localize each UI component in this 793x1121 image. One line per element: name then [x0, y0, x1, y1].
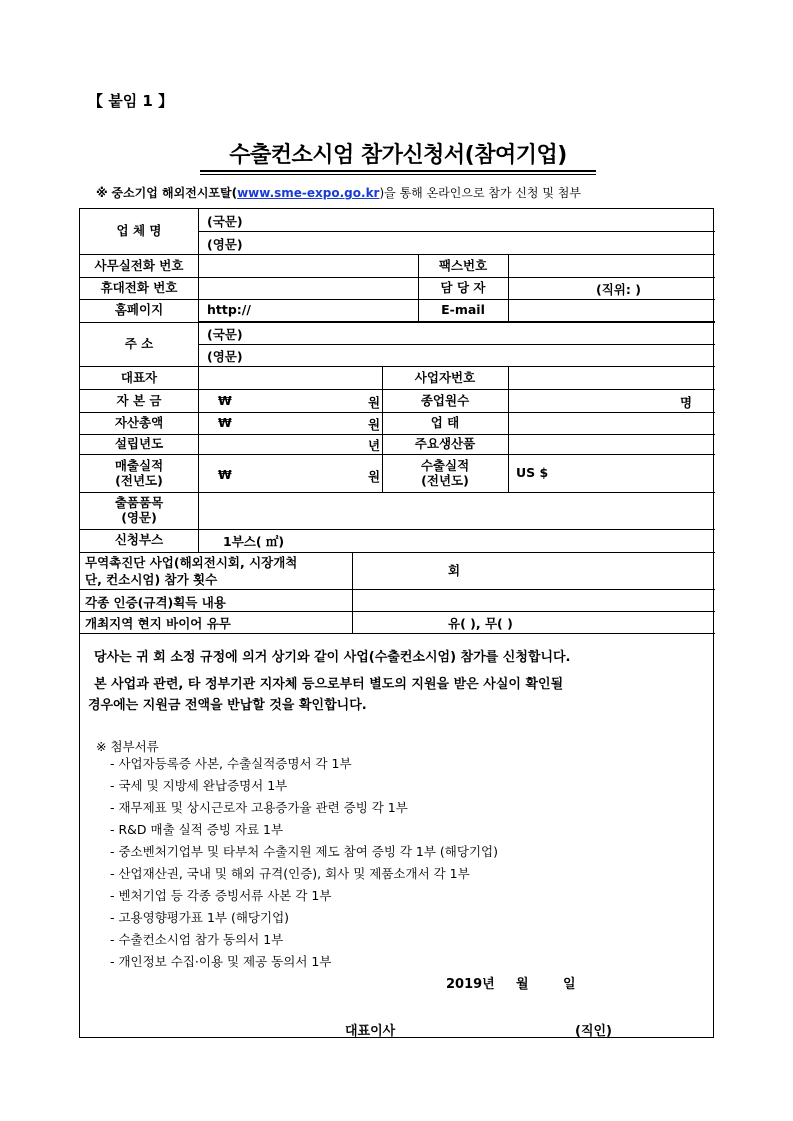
assets-won-symbol: ₩ — [218, 415, 232, 430]
export-label-line2: (전년도) — [421, 473, 469, 488]
exhibit-items-label-line2: (영문) — [121, 510, 157, 525]
address-label: 주 소 — [124, 336, 154, 351]
booth-label: 신청부스 — [114, 532, 164, 547]
attachment-item: - 사업자등록증 사본, 수출실적증명서 각 1부 — [110, 756, 352, 771]
korean-tag: (국문) — [207, 214, 243, 229]
manager-label: 담 당 자 — [440, 280, 486, 295]
capital-won-unit: 원 — [368, 395, 381, 410]
exhibit-items-label — [80, 495, 198, 525]
title-underline-thin — [200, 174, 596, 175]
attachment-item: - 개인정보 수집·이용 및 제공 동의서 1부 — [110, 954, 332, 969]
year-unit: 년 — [368, 438, 381, 453]
ceo-label: 대표자 — [120, 370, 158, 385]
date-month: 월 — [516, 977, 529, 992]
attachment-item: - 수출컨소시엄 참가 동의서 1부 — [110, 932, 284, 947]
export-label-line1: 수출실적 — [420, 458, 470, 473]
address-english-tag: (영문) — [207, 349, 243, 364]
sales-label-line1: 매출실적 — [114, 458, 164, 473]
booth-value: 1부스( ㎡) — [223, 534, 285, 549]
usd-symbol: US $ — [516, 465, 549, 480]
company-name-label: 업 체 명 — [116, 223, 162, 238]
title-underline — [200, 170, 596, 172]
attachment-item: - 중소벤처기업부 및 타부처 수출지원 제도 참여 증빙 각 1부 (해당기업) — [110, 844, 498, 859]
fax-label: 팩스번호 — [438, 258, 488, 273]
declaration-line1: 당사는 귀 회 소정 규정에 의거 상기와 같이 사업(수출컨소시엄) 참가를 신청합니다. — [94, 650, 571, 665]
attachment-item: - R&D 매출 실적 증빙 자료 1부 — [110, 822, 284, 837]
application-form — [79, 208, 714, 1038]
date-day: 일 — [563, 977, 576, 992]
homepage-value: http:// — [207, 302, 251, 317]
attachment-item: - 산업재산권, 국내 및 해외 규격(인증), 회사 및 제품소개서 각 1부 — [110, 866, 470, 881]
declaration-line3: 경우에는 지원금 전액을 반납할 것을 확인합니다. — [88, 698, 367, 713]
person-unit: 명 — [680, 395, 693, 410]
attachment-item: - 국세 및 지방세 완납증명서 1부 — [110, 778, 288, 793]
times-unit: 회 — [448, 563, 461, 578]
notice-mark: ※ — [96, 186, 108, 200]
attachments-heading: ※ 첨부서류 — [96, 739, 159, 754]
trade-mission-label — [85, 554, 297, 588]
assets-won-unit: 원 — [368, 417, 381, 432]
date-year: 2019년 — [446, 977, 495, 992]
notice-suffix: )을 통해 온라인으로 참가 신청 및 첨부 — [379, 186, 581, 200]
notice-prefix: 중소기업 해외전시포탈( — [111, 186, 238, 200]
exhibit-items-label-line1: 출품품목 — [114, 495, 164, 510]
address-korean-tag: (국문) — [207, 327, 243, 342]
assets-label: 자산총액 — [114, 415, 164, 430]
sales-label — [80, 458, 198, 488]
export-label — [382, 458, 508, 488]
trade-mission-label-line2: 단, 컨소시엄) 참가 횟수 — [85, 572, 218, 587]
employees-label: 종업원수 — [420, 393, 470, 408]
attachment-item: - 재무제표 및 상시근로자 고용증가율 관련 증빙 각 1부 — [110, 800, 408, 815]
capital-label: 자 본 금 — [116, 393, 162, 408]
position-field: (직위: ) — [596, 282, 641, 297]
english-tag: (영문) — [207, 237, 243, 252]
founded-year-label: 설립년도 — [114, 436, 164, 451]
local-buyer-value: 유( ), 무( ) — [448, 616, 513, 631]
main-products-label: 주요생산품 — [414, 436, 476, 451]
trade-mission-label-line1: 무역촉진단 사업(해외전시회, 시장개척 — [85, 555, 298, 570]
office-phone-label: 사무실전화 번호 — [94, 258, 184, 273]
sales-won-unit: 원 — [368, 469, 381, 484]
sales-won-symbol: ₩ — [218, 467, 232, 482]
sales-label-line2: (전년도) — [115, 473, 163, 488]
attachment-item: - 고용영향평가표 1부 (해당기업) — [110, 910, 290, 925]
email-label: E-mail — [441, 302, 485, 317]
ceo-signature-label: 대표이사 — [345, 1024, 396, 1039]
certification-label: 각종 인증(규격)획득 내용 — [85, 595, 226, 610]
attachment-item: - 벤처기업 등 각종 증빙서류 사본 각 1부 — [110, 888, 332, 903]
online-notice — [96, 184, 581, 201]
business-type-label: 업 태 — [430, 415, 460, 430]
company-seal-label: (직인) — [575, 1024, 612, 1039]
mobile-phone-label: 휴대전화 번호 — [100, 280, 178, 295]
attachment-label: 【 붙임 1 】 — [88, 92, 174, 110]
declaration-line2: 본 사업과 관련, 타 정부기관 지자체 등으로부터 별도의 지원을 받은 사실이 확인될 — [94, 677, 564, 692]
local-buyer-label: 개최지역 현지 바이어 유무 — [85, 616, 231, 631]
portal-link[interactable]: www.sme-expo.go.kr — [237, 186, 380, 200]
page-title: 수출컨소시엄 참가신청서(참여기업) — [229, 143, 567, 168]
business-number-label: 사업자번호 — [414, 370, 476, 385]
capital-won-symbol: ₩ — [218, 393, 232, 408]
homepage-label: 홈페이지 — [114, 302, 164, 317]
